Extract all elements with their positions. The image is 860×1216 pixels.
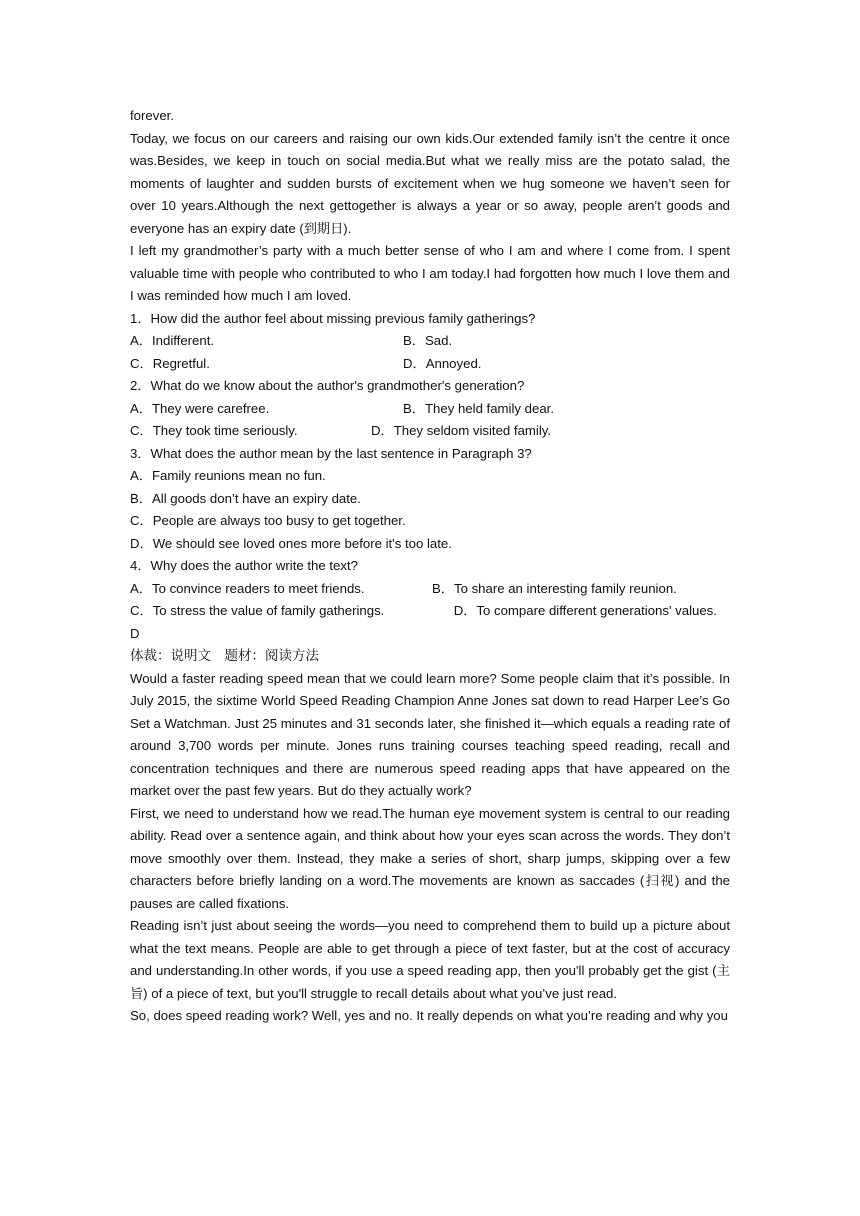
option-a: A．To convince readers to meet friends. (130, 580, 365, 596)
option-a: A．Indifferent. (130, 333, 215, 348)
passage-letter: D (130, 625, 140, 641)
passage-c-paragraph: Today, we focus on our careers and raising our own kids.Our extended family isn’t the centre it once was.Besides, we keep in touch on social media.But what we really miss are the potato salad, the moments of laughter and sudden bursts of excitement when we hug someone we haven’t seen for over 10 years.Although the next gettogether is always a year or so away, people aren’t goods and everyone has an expiry date (到期日). (130, 130, 730, 236)
option-d: D．They seldom visited family. (371, 423, 552, 438)
question-4-options-row-1 (130, 578, 730, 601)
passage-d-paragraph: Would a faster reading speed mean that we could learn more? Some people claim that it’s possible. In July 2015, the sixtime World Speed Reading Champion Anne Jones sat down to read Harper Lee’s Go Set a Watchman. Just 25 minutes and 31 seconds later, she finished it—which equals a reading rate of around 3,700 words per minute. Jones runs training courses teaching speed reading, recall and concentration techniques and there are numerous speed reading apps that have appeared on the market over the past few years. But do they actually work? (130, 670, 730, 798)
question-1-options-row-2 (130, 353, 730, 376)
question-3-stem: 3．What does the author mean by the last sentence in Paragraph 3? (130, 445, 532, 461)
passage-d-paragraph: First, we need to understand how we read.The human eye movement system is central to our reading ability. Read over a sentence again, and think about how your eyes scan across the words. They don’t move smoothly over them. Instead, they make a series of short, sharp jumps, skipping over a few characters before briefly landing on a word.The movements are known as saccades (扫视) and the pauses are called fixations. (130, 805, 730, 911)
passage-d-paragraph: Reading isn’t just about seeing the words—you need to comprehend them to build up a picture about what the text means. People are able to get through a piece of text faster, but at the cost of accuracy and understanding.In other words, if you use a speed reading app, then you'll probably get the gist (主旨) of a piece of text, but you'll struggle to recall details about what you’ve just read. (130, 918, 730, 1001)
option-c: C．Regretful. (130, 355, 210, 371)
passage-d-paragraph: So, does speed reading work? Well, yes and no. It really depends on what you’re reading and why you (130, 1008, 728, 1023)
option-b: B．They held family dear. (403, 400, 554, 416)
document-page (130, 105, 730, 1028)
question-2-options-row-2 (130, 420, 730, 443)
passage-c-paragraph: I left my grandmother’s party with a much better sense of who I am and where I come from. I spent valuable time with people who contributed to who I am today.I had forgotten how much I love them and I was reminded how much I am loved. (130, 243, 730, 303)
question-2-options-row-1 (130, 398, 730, 421)
question-2-stem: 2．What do we know about the author's grandmother's generation? (130, 378, 525, 393)
option-c: C．People are always too busy to get together. (130, 513, 406, 528)
option-b: B．To share an interesting family reunion. (432, 580, 677, 596)
question-4-options-row-2 (130, 600, 730, 623)
option-d: D．We should see loved ones more before it's too late. (130, 535, 452, 551)
option-d: D．Annoyed. (403, 355, 482, 371)
question-1-stem: 1．How did the author feel about missing previous family gatherings? (130, 310, 536, 326)
option-d: D．To compare different generations' values. (453, 603, 717, 618)
option-c: C．To stress the value of family gatherings. (130, 603, 385, 618)
option-c: C．They took time seriously. (130, 423, 298, 438)
question-1-options-row-1 (130, 330, 730, 353)
option-a: A．Family reunions mean no fun. (130, 468, 326, 483)
option-b: B．All goods don’t have an expiry date. (130, 490, 361, 506)
option-b: B．Sad. (403, 333, 453, 348)
question-4-stem: 4．Why does the author write the text? (130, 558, 358, 573)
passage-c-tail: forever. (130, 108, 174, 123)
passage-genre-tag: 体裁：说明文 题材：阅读方法 (130, 648, 319, 664)
option-a: A．They were carefree. (130, 400, 270, 416)
